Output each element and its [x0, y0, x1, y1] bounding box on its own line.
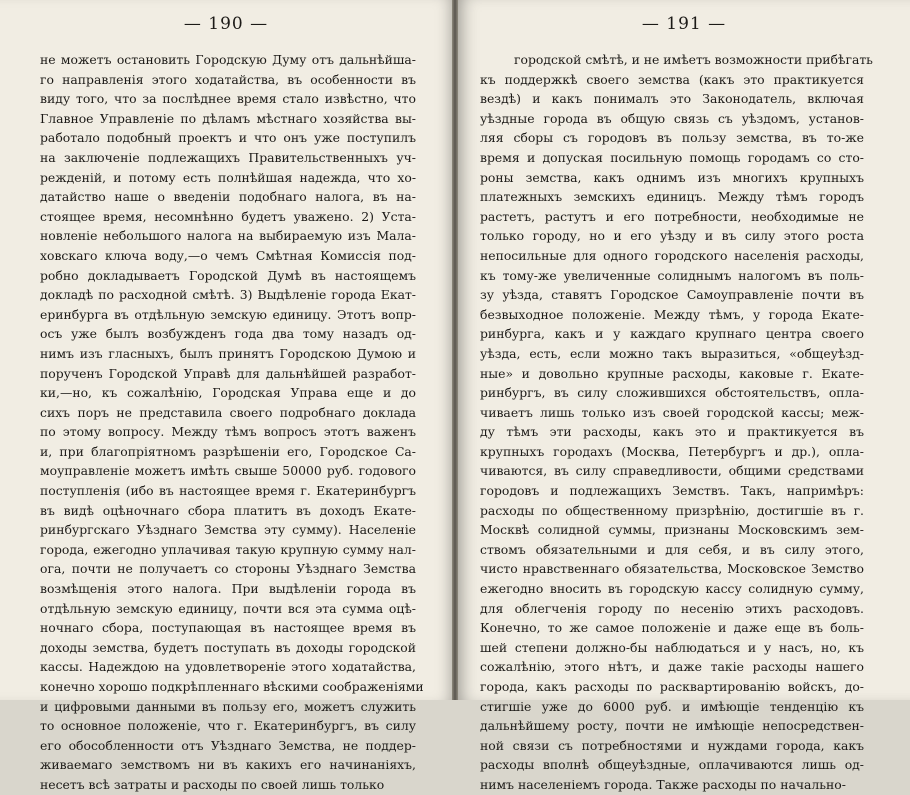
text-line: ствомъ обязательными и для себя, и въ силу этого,: [480, 541, 864, 557]
text-line: поступленія (ибо въ настоящее время г. Екатеринбургъ: [40, 483, 416, 499]
text-line: время и допуская посильную помощь городамъ со сто-: [480, 149, 864, 165]
text-line: и, при благопріятномъ разрѣшеніи его, Городское Са-: [40, 443, 416, 459]
text-line: доходы земства, будетъ поступать въ доходы городской: [40, 639, 416, 655]
text-line: виду того, что за послѣднее время стало извѣстно, что: [40, 91, 416, 107]
text-line: ежегодно вносить въ городскую кассу солидную сумму,: [480, 581, 864, 597]
text-line: ду тѣмъ эти расходы, какъ это и практикуется въ: [480, 424, 864, 440]
text-line: конечно хорошо подкрѣпленнаго вѣскими соображеніями: [40, 679, 424, 694]
text-line: только городу, но и его уѣзду и въ силу этого роста: [480, 228, 864, 244]
text-line: чисто нравственнаго обязательства, Московское Земство: [480, 561, 864, 577]
text-line: работало подобный проектъ и что онъ уже поступилъ: [40, 130, 416, 146]
text-line: Москвѣ солидной суммы, признаны Московскимъ зем-: [480, 522, 864, 538]
text-line: Конечно, то же самое положеніе и даже еще въ боль-: [480, 620, 864, 636]
text-line: режденій, и потому есть полнѣйшая надежда, что хо-: [40, 169, 416, 185]
text-line: зу уѣзда, ставятъ Городское Самоуправленіе почти въ: [480, 287, 864, 303]
text-line: въ видѣ оцѣночнаго сбора платитъ въ доходъ Екате-: [40, 502, 416, 518]
text-line: ные» и довольно крупные расходы, каковые г. Екате-: [480, 365, 864, 381]
text-line: уѣздные города въ общую связь съ уѣздомъ, установ-: [480, 110, 864, 126]
text-line: его обособленности отъ Уѣзднаго Земства, не поддер-: [40, 737, 416, 753]
text-line: къ тому-же увеличенные солиднымъ налогомъ въ поль-: [480, 267, 864, 283]
text-line: расходы вполнѣ общеуѣздные, оплачиваются лишь од-: [480, 757, 864, 773]
text-line: возмѣщенія этого налога. При выдѣленіи города въ: [40, 581, 416, 597]
text-line: безвыходное положеніе. Между тѣмъ, у города Екате-: [480, 306, 864, 322]
text-line: нимъ населеніемъ города. Также расходы по начально-: [480, 776, 846, 792]
text-line: ляя сборы съ городовъ въ пользу земства, въ то-же: [480, 130, 864, 146]
text-line: городской смѣтѣ, и не имѣетъ возможности прибѣгать: [514, 52, 873, 67]
text-line: го направленія этого ходатайства, въ особенности въ: [40, 71, 416, 87]
text-line: ринбурга, какъ и у каждаго крупнаго центра своего: [480, 326, 864, 342]
text-line: еринбурга въ отдѣльную земскую единицу. Этотъ вопр-: [40, 306, 416, 322]
text-line: Главное Управленіе по дѣламъ мѣстнаго хозяйства вы-: [40, 110, 416, 126]
text-line: то основное положеніе, что г. Екатеринбургъ, въ силу: [40, 718, 416, 734]
text-line: сожалѣнію, этого нѣтъ, и даже такіе расходы нашего: [480, 659, 864, 675]
text-line: стоящее время, несомнѣнно будетъ уважено. 2) Уста-: [40, 208, 416, 224]
text-line: по этому вопросу. Между тѣмъ вопросъ этотъ важенъ: [40, 424, 416, 440]
right-page-text: [480, 50, 873, 795]
text-line: ной связи съ потребностями и нуждами города, какъ: [480, 737, 864, 753]
page-number-left: — 190 —: [183, 14, 269, 34]
text-line: ночнаго сбора, поступающая въ настоящее время въ: [40, 620, 416, 636]
text-line: чиваетъ лишь только изъ своей городской кассы; меж-: [480, 404, 864, 420]
text-line: чиваются, въ силу справедливости, общими средствами: [480, 463, 864, 479]
text-line: робно докладываетъ Городской Думѣ въ настоящемъ: [40, 267, 416, 283]
text-line: порученъ Городской Управѣ для дальнѣйшей разработ-: [40, 365, 416, 381]
text-line: кассы. Надеждою на удовлетвореніе этого ходатайства,: [40, 659, 416, 675]
left-page-text: [40, 50, 424, 795]
text-line: уѣзда, есть, если можно такъ выразиться, «общеуѣзд-: [480, 345, 864, 361]
text-line: ога, почти не получаетъ со стороны Уѣзднаго Земства: [40, 561, 416, 577]
text-line: сихъ поръ не представила своего подробнаго доклада: [40, 404, 416, 420]
text-line: растетъ, растутъ и его потребности, необходимые не: [480, 208, 864, 224]
text-line: города, ежегодно уплачивая такую крупную сумму нал-: [40, 541, 416, 557]
text-line: стигшіе уже до 6000 руб. и имѣющіе тенденцію къ: [480, 698, 864, 714]
text-line: городовъ и подлежащихъ Земствъ. Такъ, напримѣръ:: [480, 483, 864, 499]
text-line: крупныхъ городахъ (Москва, Петербургъ и др.), опла-: [480, 443, 864, 459]
text-line: ховскаго ключа воду,—о чемъ Смѣтная Комиссія под-: [40, 247, 416, 263]
page-number-right: — 191 —: [641, 14, 727, 34]
text-line: новленіе небольшого налога на выбираемую изъ Мала-: [40, 228, 416, 244]
text-line: роны земства, какъ однимъ изъ многихъ крупныхъ: [480, 169, 864, 185]
text-line: отдѣльную земскую единицу, почти вся эта сумма оцѣ-: [40, 600, 416, 616]
text-line: платежныхъ земскихъ единицъ. Между тѣмъ городъ: [480, 189, 864, 205]
text-line: и цифровыми данными въ пользу его, можетъ служить: [40, 698, 416, 714]
text-line: докладѣ по расходной смѣтѣ. 3) Выдѣленіе города Екат-: [40, 287, 416, 303]
text-line: города, какъ расходы по расквартированію войскъ, до-: [480, 679, 864, 694]
text-line: непосильные для одного городского населенія расходы,: [480, 247, 864, 263]
text-line: на заключеніе подлежащихъ Правительственныхъ уч-: [40, 149, 416, 165]
text-line: несетъ всѣ затраты и расходы по своей лишь только: [40, 776, 385, 792]
text-line: шей степени должно-бы наблюдаться и у насъ, но, къ: [480, 639, 864, 655]
text-line: датайство наше о введеніи подобнаго налога, въ на-: [40, 189, 416, 205]
text-line: дальнѣйшему росту, почти не имѣющіе непосредствен-: [480, 718, 864, 734]
text-line: моуправленіе можетъ имѣть свыше 50000 руб. годового: [40, 463, 416, 479]
text-line: не можетъ остановить Городскую Думу отъ дальнѣйша-: [40, 52, 416, 67]
text-line: ринбургъ, въ силу сложившихся обстоятельствъ, опла-: [480, 385, 864, 401]
text-line: живаемаго земствомъ ни въ какихъ его начинаніяхъ,: [40, 757, 416, 773]
text-line: расходы по общественному призрѣнію, достигшіе въ г.: [480, 502, 864, 518]
text-line: вездѣ) и какъ понималъ это Законодатель, включая: [480, 91, 864, 107]
left-page: [0, 0, 452, 792]
text-line: осъ уже былъ возбужденъ года два тому назадъ од-: [40, 326, 416, 342]
text-line: къ поддержкѣ своего земства (какъ это практикуется: [480, 71, 864, 87]
text-line: нимъ изъ гласныхъ, былъ принятъ Городскою Думою и: [40, 345, 416, 361]
text-line: для облегченія городу по несенію этихъ расходовъ.: [480, 600, 864, 616]
text-line: ки,—но, къ сожалѣнію, Городская Управа еще и до: [40, 385, 416, 401]
text-line: ринбургскаго Уѣзднаго Земства эту сумму). Населеніе: [40, 522, 416, 538]
right-page: [458, 0, 910, 792]
